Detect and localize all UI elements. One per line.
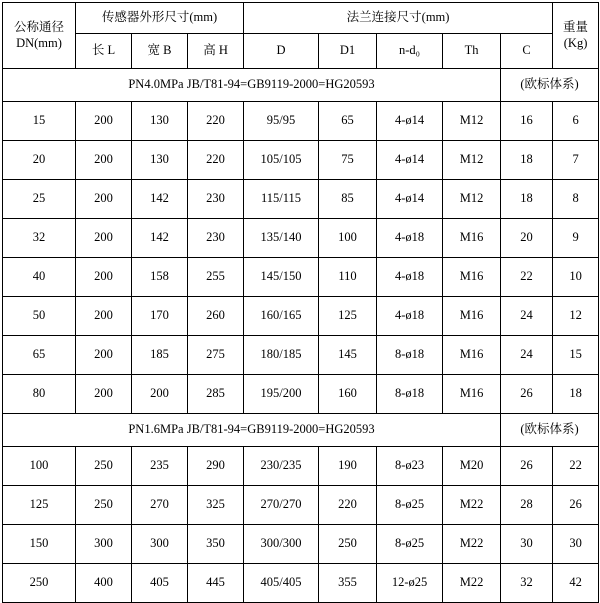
- cell-width: 158: [132, 258, 188, 297]
- cell-d1: 355: [319, 564, 377, 603]
- cell-width: 142: [132, 219, 188, 258]
- section-standard-note: (欧标体系): [501, 414, 599, 447]
- cell-d: 115/115: [244, 180, 319, 219]
- cell-length: 200: [76, 258, 132, 297]
- cell-bolt-holes: 4-ø14: [377, 141, 443, 180]
- cell-height: 325: [188, 486, 244, 525]
- cell-c: 22: [501, 258, 553, 297]
- cell-height: 285: [188, 375, 244, 414]
- header-weight: [553, 3, 599, 69]
- cell-width: 185: [132, 336, 188, 375]
- cell-d: 405/405: [244, 564, 319, 603]
- cell-c: 30: [501, 525, 553, 564]
- cell-length: 200: [76, 180, 132, 219]
- table-row: [3, 375, 599, 414]
- section-header-row: [3, 69, 599, 102]
- table-row: [3, 336, 599, 375]
- cell-bolt-holes: 4-ø14: [377, 102, 443, 141]
- cell-d1: 85: [319, 180, 377, 219]
- cell-length: 200: [76, 102, 132, 141]
- header-sub-row: [3, 34, 599, 69]
- table-row: [3, 219, 599, 258]
- cell-d1: 125: [319, 297, 377, 336]
- section-standard-note: (欧标体系): [501, 69, 599, 102]
- cell-length: 200: [76, 297, 132, 336]
- cell-d: 135/140: [244, 219, 319, 258]
- cell-bolt-holes: 8-ø18: [377, 336, 443, 375]
- cell-dn: 15: [3, 102, 76, 141]
- cell-d: 230/235: [244, 447, 319, 486]
- cell-d1: 100: [319, 219, 377, 258]
- header-sensor-dimensions: 传感器外形尺寸(mm): [76, 3, 244, 34]
- cell-bolt-holes: 4-ø18: [377, 219, 443, 258]
- header-thread: Th: [443, 34, 501, 69]
- cell-d: 300/300: [244, 525, 319, 564]
- cell-d1: 220: [319, 486, 377, 525]
- cell-thread: M16: [443, 375, 501, 414]
- cell-d1: 75: [319, 141, 377, 180]
- cell-bolt-holes: 8-ø25: [377, 525, 443, 564]
- cell-d: 145/150: [244, 258, 319, 297]
- cell-height: 220: [188, 141, 244, 180]
- cell-height: 275: [188, 336, 244, 375]
- cell-width: 170: [132, 297, 188, 336]
- cell-width: 270: [132, 486, 188, 525]
- cell-weight: 12: [553, 297, 599, 336]
- cell-weight: 8: [553, 180, 599, 219]
- header-flange-dimensions: 法兰连接尺寸(mm): [244, 3, 553, 34]
- cell-height: 260: [188, 297, 244, 336]
- cell-c: 18: [501, 141, 553, 180]
- cell-weight: 10: [553, 258, 599, 297]
- cell-bolt-holes: 4-ø14: [377, 180, 443, 219]
- cell-bolt-holes: 8-ø18: [377, 375, 443, 414]
- table-row: [3, 486, 599, 525]
- cell-dn: 125: [3, 486, 76, 525]
- header-group-row: [3, 3, 599, 34]
- table-row: [3, 141, 599, 180]
- cell-dn: 40: [3, 258, 76, 297]
- table-row: [3, 564, 599, 603]
- cell-dn: 100: [3, 447, 76, 486]
- cell-c: 24: [501, 336, 553, 375]
- cell-weight: 18: [553, 375, 599, 414]
- cell-bolt-holes: 4-ø18: [377, 297, 443, 336]
- cell-weight: 22: [553, 447, 599, 486]
- table-row: [3, 102, 599, 141]
- cell-bolt-holes: 4-ø18: [377, 258, 443, 297]
- cell-weight: 9: [553, 219, 599, 258]
- cell-width: 405: [132, 564, 188, 603]
- cell-dn: 80: [3, 375, 76, 414]
- table-row: [3, 258, 599, 297]
- cell-length: 300: [76, 525, 132, 564]
- cell-weight: 15: [553, 336, 599, 375]
- cell-height: 445: [188, 564, 244, 603]
- cell-bolt-holes: 12-ø25: [377, 564, 443, 603]
- cell-width: 235: [132, 447, 188, 486]
- cell-width: 130: [132, 102, 188, 141]
- header-bolt-holes: n-d₀: [377, 34, 443, 69]
- cell-thread: M22: [443, 486, 501, 525]
- cell-length: 200: [76, 141, 132, 180]
- cell-d: 160/165: [244, 297, 319, 336]
- header-d: D: [244, 34, 319, 69]
- cell-thread: M12: [443, 102, 501, 141]
- cell-height: 350: [188, 525, 244, 564]
- cell-dn: 32: [3, 219, 76, 258]
- header-d1: D1: [319, 34, 377, 69]
- cell-height: 230: [188, 219, 244, 258]
- cell-d1: 190: [319, 447, 377, 486]
- cell-thread: M22: [443, 525, 501, 564]
- cell-height: 290: [188, 447, 244, 486]
- cell-thread: M16: [443, 336, 501, 375]
- cell-weight: 30: [553, 525, 599, 564]
- header-weight-line1: 重量: [563, 19, 589, 34]
- cell-dn: 25: [3, 180, 76, 219]
- cell-c: 18: [501, 180, 553, 219]
- header-width: 宽 B: [132, 34, 188, 69]
- cell-bolt-holes: 8-ø23: [377, 447, 443, 486]
- table-row: [3, 297, 599, 336]
- cell-d1: 110: [319, 258, 377, 297]
- cell-c: 28: [501, 486, 553, 525]
- cell-d1: 145: [319, 336, 377, 375]
- cell-d: 95/95: [244, 102, 319, 141]
- cell-weight: 26: [553, 486, 599, 525]
- cell-c: 24: [501, 297, 553, 336]
- cell-weight: 6: [553, 102, 599, 141]
- cell-d: 195/200: [244, 375, 319, 414]
- cell-d1: 160: [319, 375, 377, 414]
- cell-width: 300: [132, 525, 188, 564]
- header-dn-line2: DN(mm): [16, 35, 62, 50]
- cell-height: 220: [188, 102, 244, 141]
- cell-c: 26: [501, 447, 553, 486]
- cell-d: 180/185: [244, 336, 319, 375]
- cell-d1: 250: [319, 525, 377, 564]
- table-row: [3, 447, 599, 486]
- cell-thread: M22: [443, 564, 501, 603]
- cell-c: 32: [501, 564, 553, 603]
- specification-table: [2, 2, 599, 603]
- header-length: 长 L: [76, 34, 132, 69]
- table-body: [3, 69, 599, 603]
- cell-length: 250: [76, 486, 132, 525]
- cell-thread: M16: [443, 219, 501, 258]
- cell-d: 270/270: [244, 486, 319, 525]
- cell-width: 130: [132, 141, 188, 180]
- cell-length: 200: [76, 219, 132, 258]
- header-dn-line1: 公称通径: [13, 19, 64, 34]
- table-row: [3, 525, 599, 564]
- cell-d: 105/105: [244, 141, 319, 180]
- header-height: 高 H: [188, 34, 244, 69]
- header-nominal-diameter: [3, 3, 76, 69]
- cell-thread: M16: [443, 258, 501, 297]
- cell-c: 26: [501, 375, 553, 414]
- cell-length: 200: [76, 375, 132, 414]
- header-weight-line2: (Kg): [563, 35, 588, 50]
- cell-length: 200: [76, 336, 132, 375]
- cell-thread: M16: [443, 297, 501, 336]
- cell-bolt-holes: 8-ø25: [377, 486, 443, 525]
- cell-length: 250: [76, 447, 132, 486]
- header-c: C: [501, 34, 553, 69]
- table-row: [3, 180, 599, 219]
- cell-thread: M12: [443, 180, 501, 219]
- cell-d1: 65: [319, 102, 377, 141]
- cell-dn: 250: [3, 564, 76, 603]
- cell-dn: 20: [3, 141, 76, 180]
- cell-height: 230: [188, 180, 244, 219]
- cell-c: 20: [501, 219, 553, 258]
- cell-c: 16: [501, 102, 553, 141]
- cell-width: 200: [132, 375, 188, 414]
- cell-weight: 42: [553, 564, 599, 603]
- cell-dn: 50: [3, 297, 76, 336]
- cell-dn: 65: [3, 336, 76, 375]
- cell-length: 400: [76, 564, 132, 603]
- cell-height: 255: [188, 258, 244, 297]
- cell-thread: M12: [443, 141, 501, 180]
- section-header-row: [3, 414, 599, 447]
- section-standard-label: PN1.6MPa JB/T81-94=GB9119-2000=HG20593: [3, 414, 501, 447]
- cell-dn: 150: [3, 525, 76, 564]
- cell-thread: M20: [443, 447, 501, 486]
- cell-width: 142: [132, 180, 188, 219]
- section-standard-label: PN4.0MPa JB/T81-94=GB9119-2000=HG20593: [3, 69, 501, 102]
- cell-weight: 7: [553, 141, 599, 180]
